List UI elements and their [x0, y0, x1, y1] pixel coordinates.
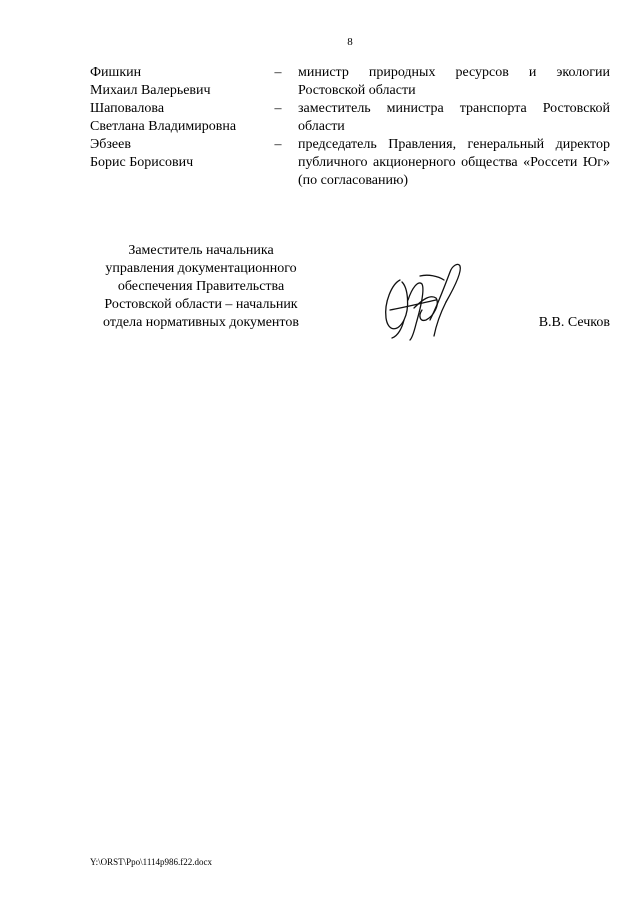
- member-entry: [90, 64, 610, 100]
- signatory-title-line: Заместитель начальника: [128, 243, 274, 258]
- signer-name: В.В. Сечков: [538, 315, 610, 330]
- page-number: 8: [347, 36, 353, 48]
- member-name: [90, 136, 265, 172]
- member-entry: [90, 136, 610, 190]
- member-name: [90, 64, 265, 100]
- members-list: [90, 64, 610, 190]
- signatory-title-line: обеспечения Правительства: [117, 279, 285, 294]
- member-name: [90, 100, 265, 136]
- handwritten-signature: [378, 258, 468, 342]
- member-dash: –: [274, 65, 282, 80]
- member-dash: –: [274, 137, 282, 152]
- signatory-title-line: Ростовской области – начальник: [104, 297, 298, 312]
- member-surname: Эбзеев: [90, 137, 131, 152]
- member-given-names: Светлана Владимировна: [90, 119, 237, 134]
- member-entry: [90, 100, 610, 136]
- signatory-title-line: отдела нормативных документов: [103, 315, 299, 330]
- member-dash: –: [274, 101, 282, 116]
- signatory-title-line: управления документационного: [105, 261, 297, 276]
- member-given-names: Михаил Валерьевич: [90, 83, 211, 98]
- member-role: министр природных ресурсов и экологии Ростовской области: [298, 65, 610, 98]
- member-surname: Фишкин: [90, 65, 142, 80]
- member-role: заместитель министра транспорта Ростовской области: [298, 101, 610, 134]
- member-role: председатель Правления, генеральный директор публичного акционерного общества «Россети Юг» (по согласованию): [298, 137, 610, 188]
- member-surname: Шаповалова: [90, 101, 165, 116]
- member-given-names: Борис Борисович: [90, 155, 194, 170]
- signatory-title: [90, 242, 312, 332]
- file-path-footer: Y:\ORST\Ppo\1114p986.f22.docx: [90, 857, 213, 867]
